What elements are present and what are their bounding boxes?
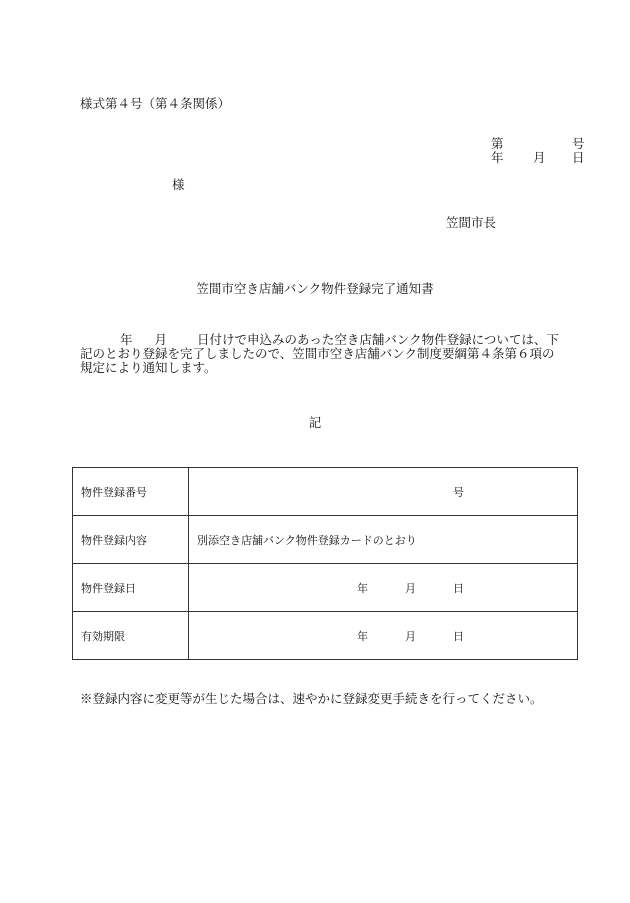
addressee-honorific: 様 bbox=[172, 177, 185, 192]
issuer-name: 笠間市長 bbox=[446, 215, 497, 230]
registration-content-text: 別添空き店舗バンク物件登録カードのとおり bbox=[197, 533, 417, 547]
registration-number-suffix: 号 bbox=[453, 485, 464, 499]
property-registration-number-label: 物件登録番号 bbox=[73, 468, 189, 516]
property-registration-content-label: 物件登録内容 bbox=[73, 516, 189, 564]
table-row bbox=[73, 516, 578, 564]
table-row bbox=[73, 612, 578, 660]
issue-date-day: 日 bbox=[572, 150, 585, 165]
issue-date-month: 月 bbox=[533, 150, 546, 165]
document-number-suffix: 号 bbox=[572, 136, 585, 151]
property-registration-content-value bbox=[189, 516, 578, 564]
document-title: 笠間市空き店舗バンク物件登録完了通知書 bbox=[196, 281, 434, 296]
issue-date-year: 年 bbox=[491, 150, 504, 165]
ki-heading: 記 bbox=[308, 415, 322, 430]
table-row bbox=[73, 468, 578, 516]
validity-year: 年 bbox=[357, 629, 368, 643]
body-line-2: 記のとおり登録を完了しましたので、笠間市空き店舗バンク制度要綱第４条第６項の bbox=[80, 346, 555, 361]
property-info-table bbox=[72, 467, 578, 660]
validity-period-label: 有効期限 bbox=[73, 612, 189, 660]
table-row bbox=[73, 564, 578, 612]
registration-date-year: 年 bbox=[357, 581, 368, 595]
registration-date-day: 日 bbox=[453, 581, 464, 595]
document-number-prefix: 第 bbox=[491, 136, 504, 151]
property-registration-date-value bbox=[189, 564, 578, 612]
property-registration-date-label: 物件登録日 bbox=[73, 564, 189, 612]
validity-day: 日 bbox=[453, 629, 464, 643]
body-line-3: 規定により通知します。 bbox=[80, 360, 217, 375]
body-month: 月 bbox=[154, 332, 168, 347]
registration-date-month: 月 bbox=[405, 581, 416, 595]
body-line1-text: 日付けで申込みのあった空き店舗バンク物件登録については、下 bbox=[197, 332, 559, 347]
body-paragraph bbox=[80, 333, 585, 375]
form-number: 様式第４号（第４条関係） bbox=[80, 96, 231, 111]
change-notice: ※登録内容に変更等が生じた場合は、速やかに登録変更手続きを行ってください。 bbox=[80, 691, 543, 706]
body-year: 年 bbox=[120, 332, 133, 347]
body-line-1 bbox=[80, 333, 585, 347]
validity-period-value bbox=[189, 612, 578, 660]
property-registration-number-value bbox=[189, 468, 578, 516]
validity-month: 月 bbox=[405, 629, 416, 643]
